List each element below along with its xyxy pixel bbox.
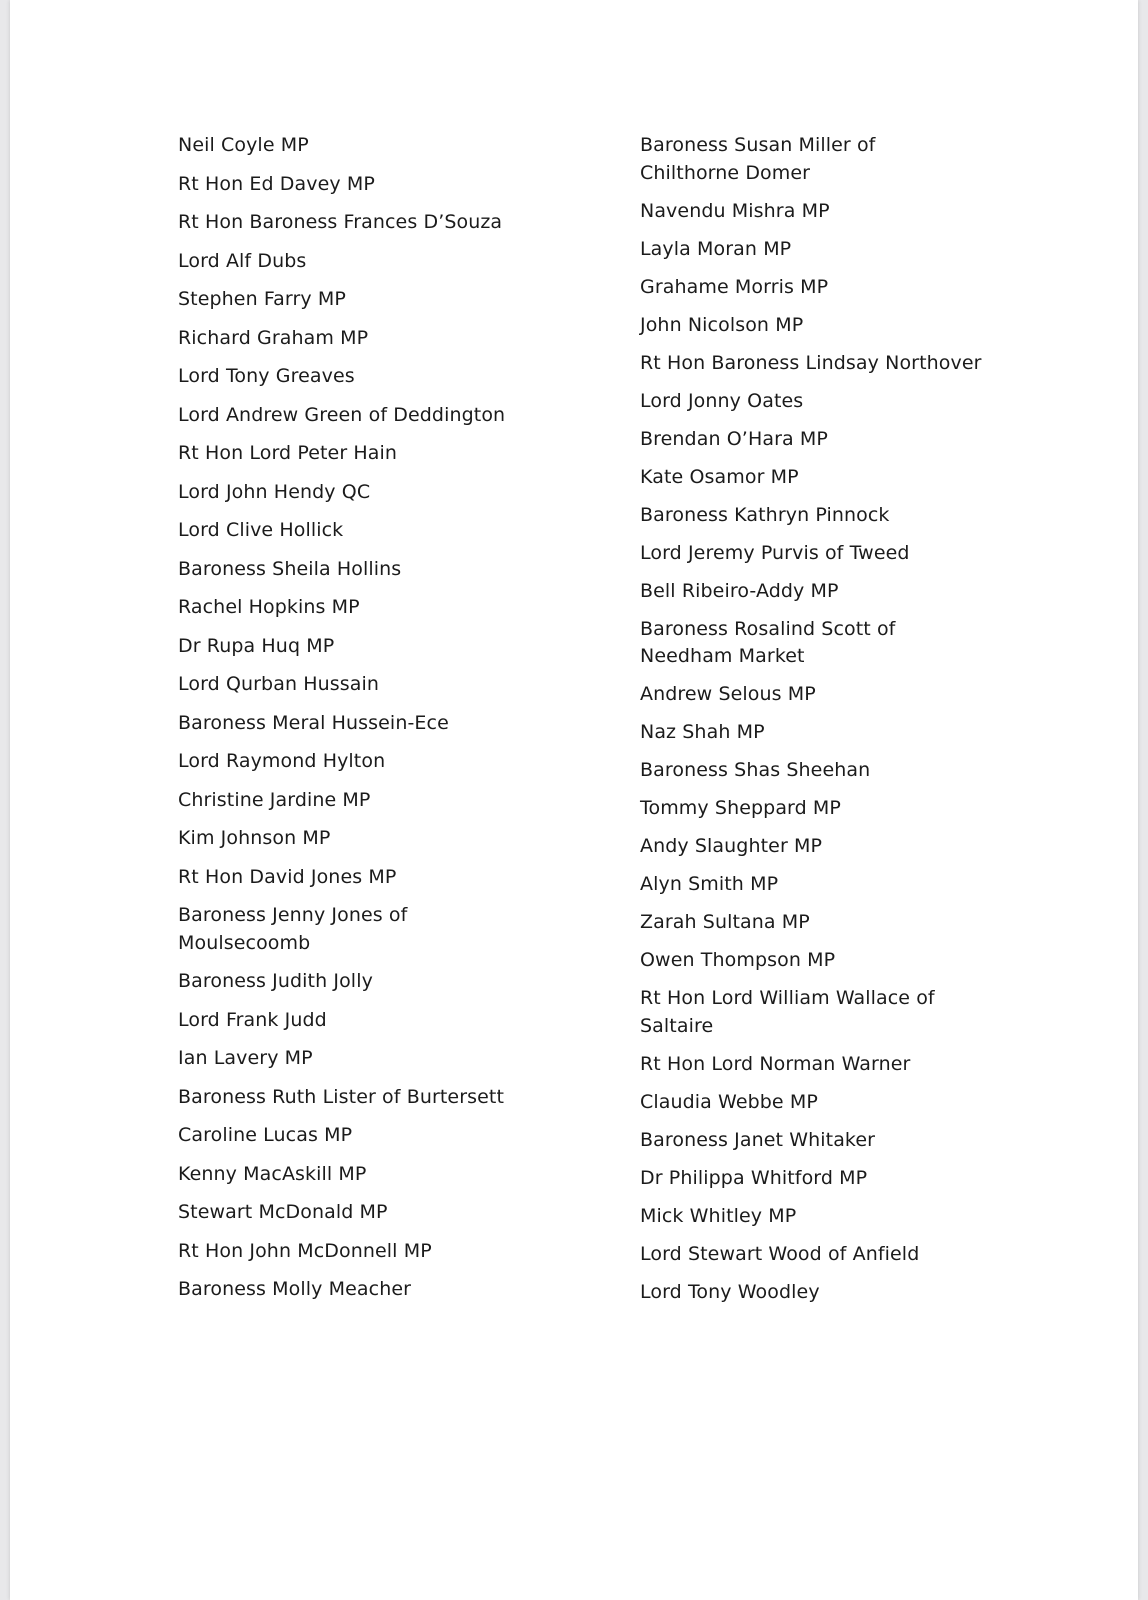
name-entry: Richard Graham MP: [178, 326, 369, 349]
name-entry: Christine Jardine MP: [178, 788, 371, 811]
name-entry: Stewart McDonald MP: [178, 1201, 388, 1223]
name-entry: Zarah Sultana MP: [640, 911, 810, 933]
name-entry: Lord Andrew Green of Deddington: [178, 403, 506, 426]
left-name-column: [178, 132, 598, 1315]
name-entry: Brendan O’Hara MP: [640, 427, 828, 450]
name-entry: Tommy Sheppard MP: [640, 797, 841, 819]
name-entry: Claudia Webbe MP: [640, 1090, 818, 1113]
name-entry: Baroness Kathryn Pinnock: [640, 503, 890, 526]
name-entry: Lord Stewart Wood of Anfield: [640, 1242, 920, 1265]
name-entry: Lord Raymond Hylton: [178, 750, 386, 772]
name-entry: Caroline Lucas MP: [178, 1124, 353, 1146]
name-entry: Layla Moran MP: [640, 237, 792, 260]
name-entry: Lord Tony Woodley: [640, 1280, 820, 1303]
name-entry: Kate Osamor MP: [640, 465, 799, 488]
name-entry: Rt Hon David Jones MP: [178, 865, 397, 888]
name-entry: Lord Tony Greaves: [178, 365, 355, 387]
name-entry: Baroness Susan Miller of Chilthorne Domer: [640, 134, 876, 184]
name-entry: Lord Jonny Oates: [640, 389, 804, 412]
name-entry: Baroness Jenny Jones of Moulsecoomb: [178, 904, 408, 954]
name-entry: Rt Hon Lord Norman Warner: [640, 1052, 911, 1075]
name-entry: Rt Hon John McDonnell MP: [178, 1239, 432, 1262]
name-entry: Lord Qurban Hussain: [178, 673, 380, 695]
name-entry: Naz Shah MP: [640, 721, 765, 743]
name-entry: Stephen Farry MP: [178, 288, 346, 310]
name-entry: Navendu Mishra MP: [640, 199, 830, 222]
right-name-column: [640, 132, 1010, 1317]
name-entry: Rt Hon Lord William Wallace of Saltaire: [640, 987, 935, 1037]
name-entry: Dr Philippa Whitford MP: [640, 1166, 868, 1189]
name-entry: Andy Slaughter MP: [640, 835, 823, 857]
name-entry: Baroness Meral Hussein-Ece: [178, 711, 449, 734]
name-entry: Grahame Morris MP: [640, 275, 829, 298]
name-entry: Alyn Smith MP: [640, 873, 779, 895]
name-entry: Lord Frank Judd: [178, 1008, 327, 1031]
name-entry: Kenny MacAskill MP: [178, 1162, 367, 1185]
name-entry: Rt Hon Baroness Lindsay Northover: [640, 351, 982, 374]
name-entry: Baroness Rosalind Scott of Needham Market: [640, 617, 896, 667]
name-entry: Owen Thompson MP: [640, 949, 836, 971]
name-entry: Mick Whitley MP: [640, 1204, 797, 1227]
name-entry: Lord John Hendy QC: [178, 480, 371, 503]
name-entry: Andrew Selous MP: [640, 683, 816, 705]
name-entry: Rachel Hopkins MP: [178, 596, 360, 618]
name-entry: Rt Hon Lord Peter Hain: [178, 442, 398, 464]
name-entry: Neil Coyle MP: [178, 134, 309, 156]
name-entry: Baroness Molly Meacher: [178, 1278, 412, 1300]
document-page: [10, 0, 1138, 1600]
name-entry: Lord Alf Dubs: [178, 249, 307, 272]
name-entry: John Nicolson MP: [640, 313, 804, 336]
name-entry: Rt Hon Baroness Frances D’Souza: [178, 211, 503, 233]
name-entry: Baroness Janet Whitaker: [640, 1128, 876, 1151]
name-entry: Dr Rupa Huq MP: [178, 634, 335, 657]
name-entry: Baroness Shas Sheehan: [640, 759, 871, 781]
name-entry: Lord Jeremy Purvis of Tweed: [640, 541, 910, 564]
name-entry: Bell Ribeiro-Addy MP: [640, 579, 839, 602]
name-entry: Baroness Judith Jolly: [178, 970, 373, 992]
name-entry: Ian Lavery MP: [178, 1047, 313, 1069]
name-entry: Lord Clive Hollick: [178, 519, 344, 541]
name-entry: Rt Hon Ed Davey MP: [178, 172, 375, 195]
name-entry: Kim Johnson MP: [178, 827, 331, 849]
name-entry: Baroness Sheila Hollins: [178, 557, 402, 580]
name-entry: Baroness Ruth Lister of Burtersett: [178, 1085, 505, 1108]
